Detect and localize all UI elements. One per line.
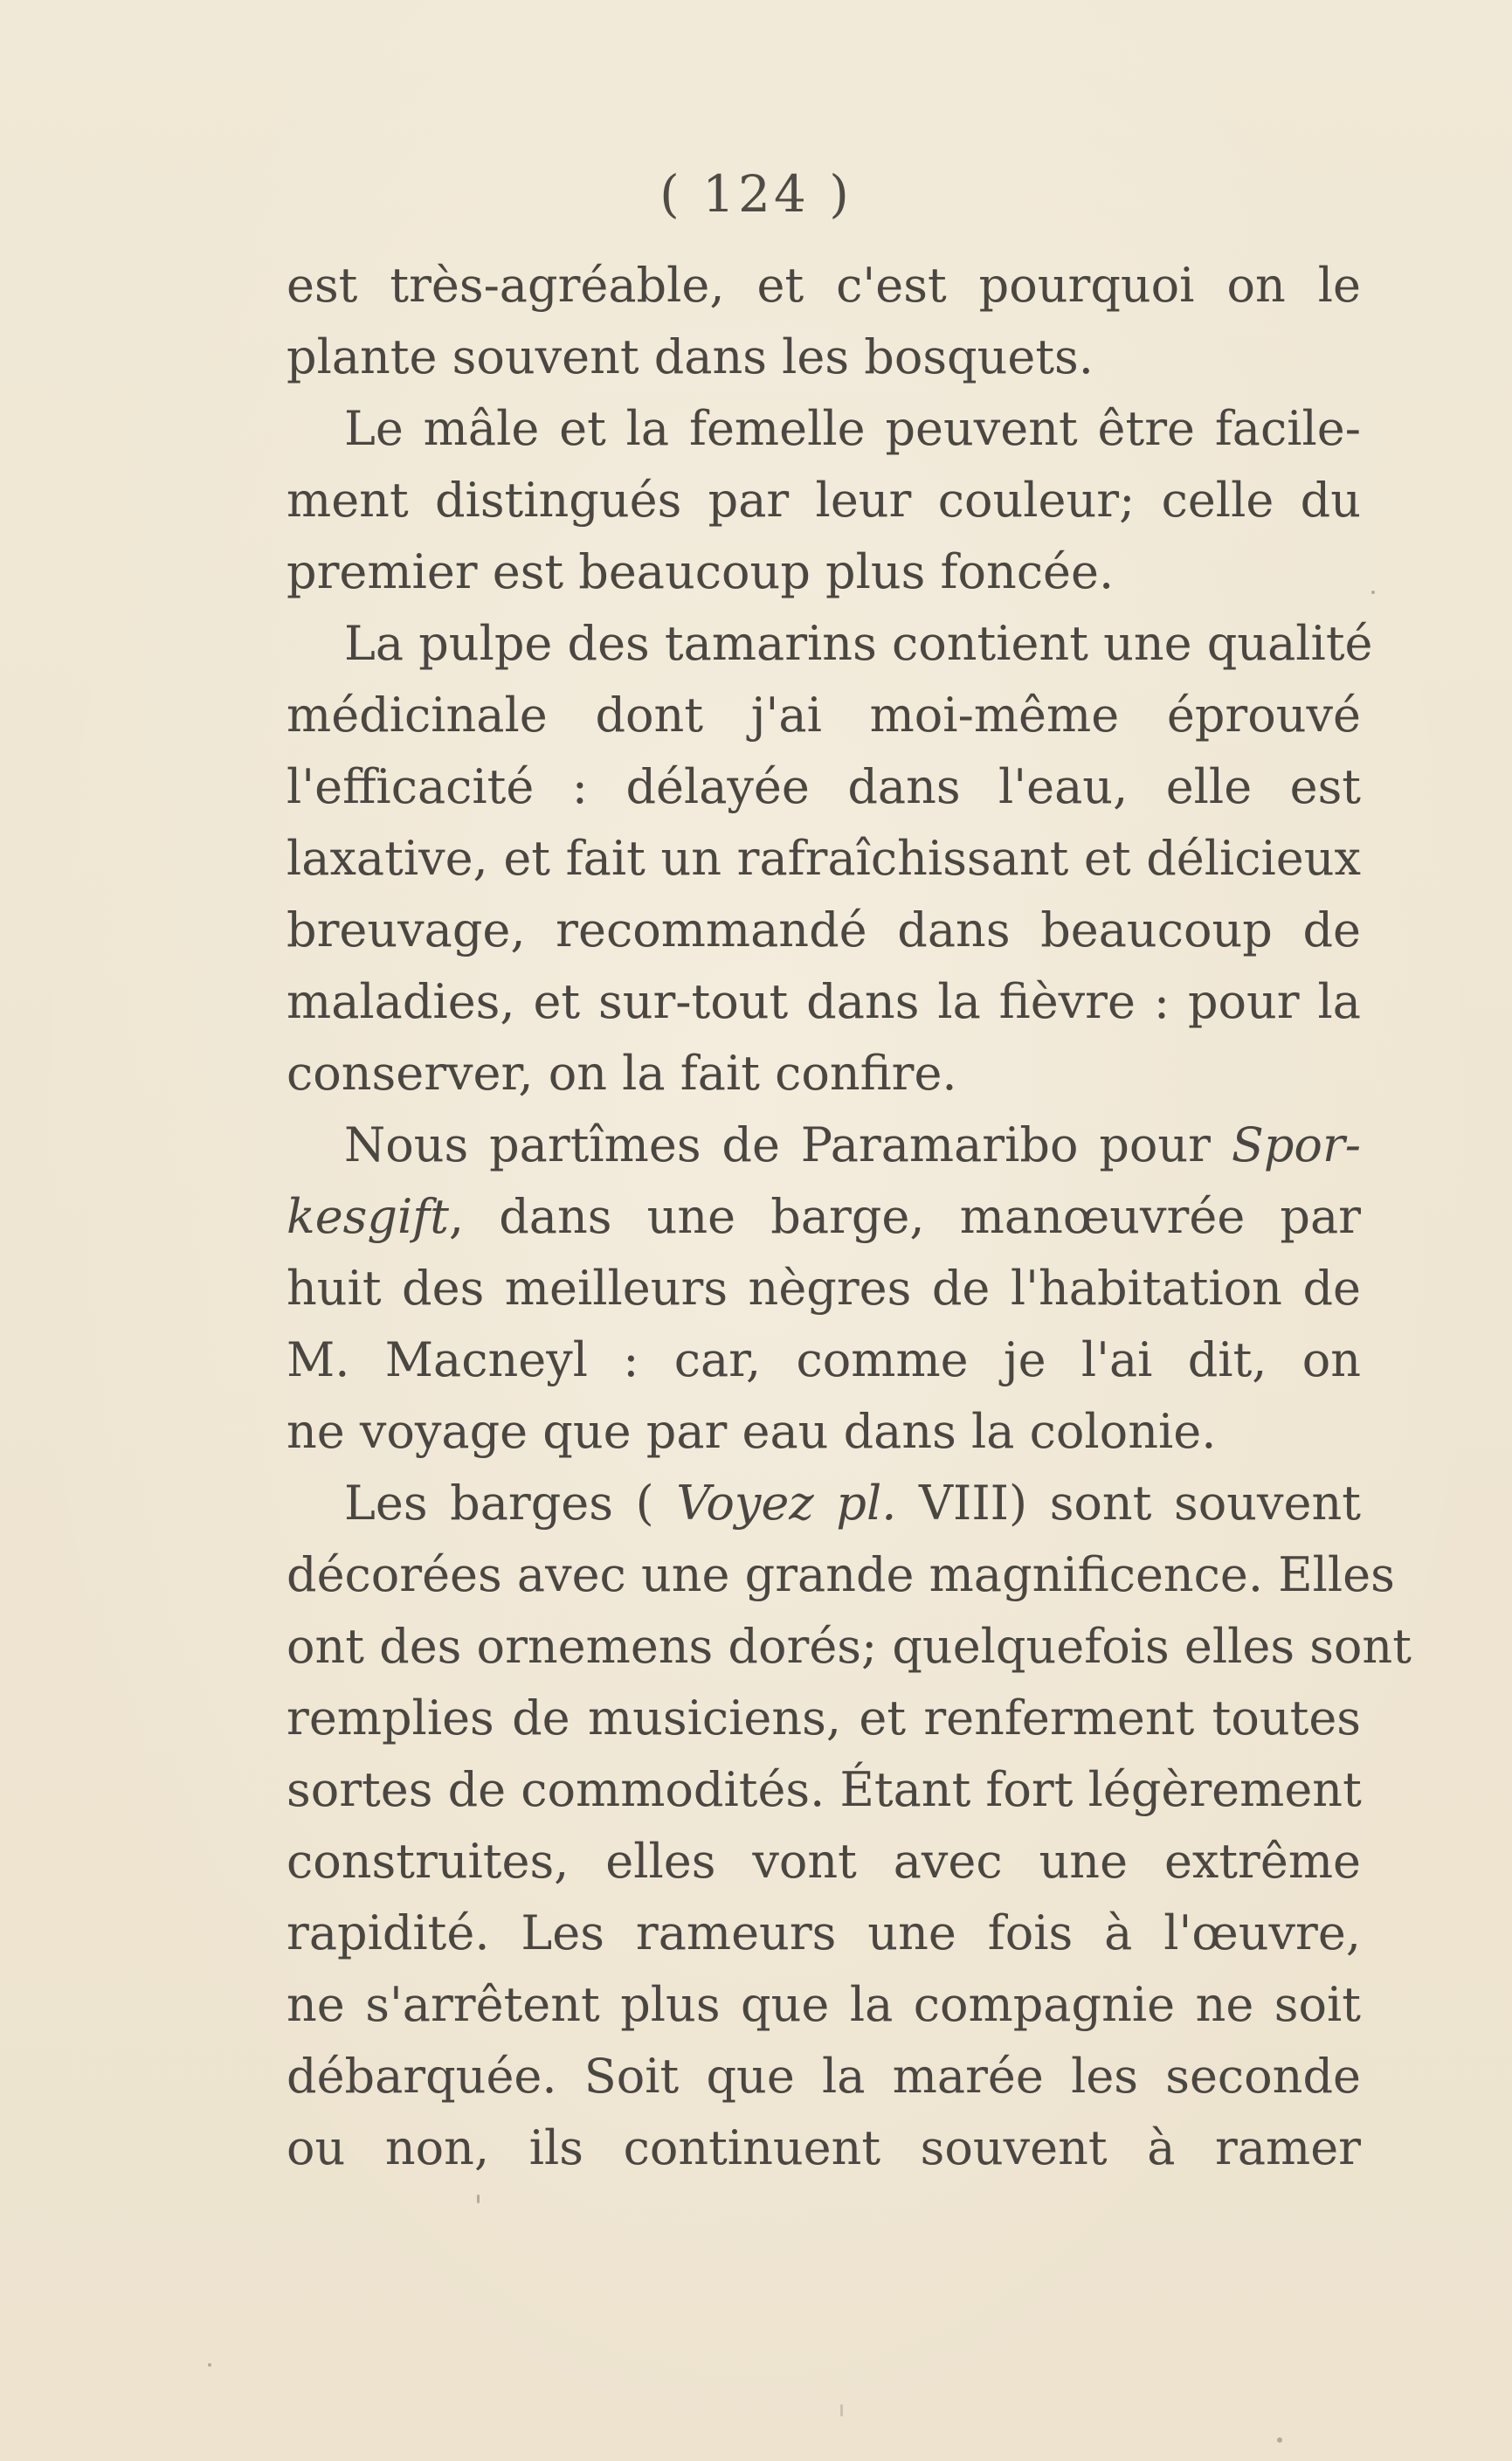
text-segment: Nous partîmes de Paramaribo pour	[344, 1117, 1211, 1172]
paper-speck	[1277, 2437, 1282, 2443]
text-line: M. Macneyl : car, comme je l'ai dit, on	[287, 1332, 1361, 1387]
paper-speck	[840, 2404, 843, 2416]
text-line: premier est beaucoup plus foncée.	[287, 544, 1115, 599]
text-line: rapidité. Les rameurs une fois à l'œuvre,	[287, 1905, 1361, 1960]
text-line: La pulpe des tamarins contient une qualité	[344, 616, 1373, 671]
text-line: ou non, ils continuent souvent à ramer	[287, 2120, 1361, 2175]
text-line: breuvage, recommandé dans beaucoup de	[287, 902, 1361, 957]
text-line: ne s'arrêtent plus que la compagnie ne soit	[287, 1977, 1361, 2032]
text-line	[287, 1468, 1361, 1539]
italic-plate-reference: Voyez pl.	[676, 1476, 897, 1531]
body-text	[287, 250, 1412, 2184]
text-line: laxative, et fait un rafraîchissant et délicieux	[287, 831, 1361, 886]
text-line: maladies, et sur-tout dans la fièvre : pour la	[287, 974, 1361, 1029]
paper-speck	[208, 2363, 211, 2367]
text-line: construites, elles vont avec une extrême	[287, 1834, 1361, 1889]
paper-speck	[1371, 591, 1375, 594]
text-line: sortes de commodités. Étant fort légèrement	[287, 1762, 1362, 1817]
paper-speck	[477, 2195, 480, 2203]
text-segment: , dans une barge, manœuvrée par	[448, 1189, 1361, 1244]
text-line: ment distingués par leur couleur; celle du	[287, 473, 1361, 528]
text-line	[287, 1181, 1361, 1253]
text-line: remplies de musiciens, et renferment toutes	[287, 1690, 1361, 1746]
text-line: conserver, on la fait confire.	[287, 1046, 957, 1101]
text-segment: Les barges (	[344, 1476, 654, 1531]
text-line: médicinale dont j'ai moi-même éprouvé	[287, 688, 1361, 743]
italic-place-name: Spor-	[1231, 1117, 1362, 1172]
text-line	[287, 1110, 1361, 1181]
text-line: est très-agréable, et c'est pourquoi on le	[287, 258, 1361, 313]
text-line: ont des ornemens dorés; quelquefois elles sont	[287, 1619, 1412, 1674]
text-line: huit des meilleurs nègres de l'habitation de	[287, 1261, 1361, 1316]
page-number: ( 124 )	[659, 164, 853, 224]
text-line: débarquée. Soit que la marée les seconde	[287, 2049, 1361, 2104]
text-line: plante souvent dans les bosquets.	[287, 329, 1094, 384]
text-line: Le mâle et la femelle peuvent être facile-	[344, 401, 1361, 456]
italic-place-name: kesgift	[287, 1189, 449, 1244]
text-line: décorées avec une grande magnificence. Elles	[287, 1547, 1395, 1602]
text-segment: VIII) sont souvent	[919, 1476, 1361, 1531]
text-line: l'efficacité : délayée dans l'eau, elle est	[287, 759, 1361, 814]
text-line: ne voyage que par eau dans la colonie.	[287, 1404, 1217, 1459]
